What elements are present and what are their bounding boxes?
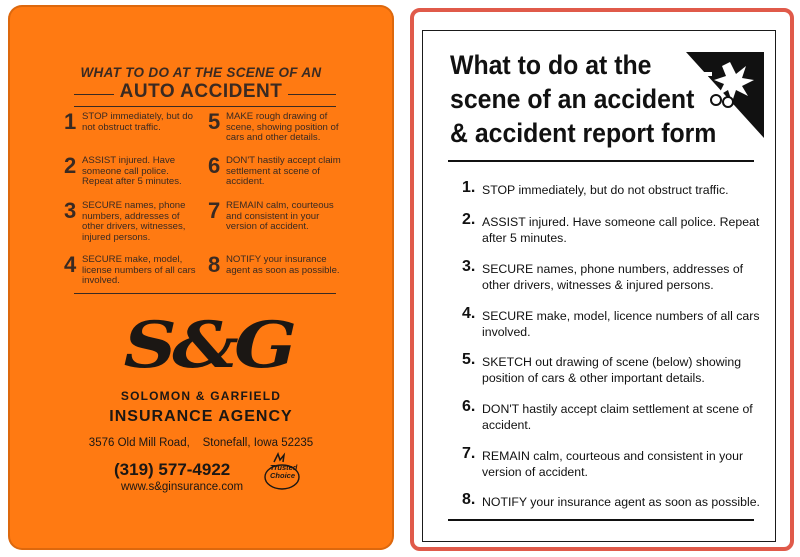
right-title xyxy=(450,48,726,150)
step-number: 3. xyxy=(462,258,476,275)
step-text: DON'T hastily accept claim settlement at scene of accident. xyxy=(482,402,753,432)
step-text: STOP immediately, but do not obstruct traffic. xyxy=(482,183,729,197)
step-text: REMAIN calm, courteous and consistent in your version of accident. xyxy=(226,200,334,232)
sg-logo xyxy=(108,308,308,395)
step-number: 7 xyxy=(208,198,221,223)
step-number: 8. xyxy=(462,491,476,508)
step-text: NOTIFY your insurance agent as soon as possible. xyxy=(482,495,760,509)
step-text: SECURE names, phone numbers, addresses of other drivers, witnesses, injured persons. xyxy=(82,200,186,243)
step-text: MAKE rough drawing of scene, showing position of cars and other details. xyxy=(226,111,339,143)
step-number: 3 xyxy=(64,198,77,223)
step-text: SECURE names, phone numbers, addresses of other drivers, witnesses & injured persons. xyxy=(482,262,744,292)
steps-bottom-divider xyxy=(74,293,336,294)
step-number: 2 xyxy=(64,153,77,178)
step-number: 4. xyxy=(462,305,476,322)
sg-logo-mark: S&G xyxy=(123,308,293,383)
left-card xyxy=(8,5,394,550)
step-text: STOP immediately, but do not obstruct traffic. xyxy=(82,111,193,133)
left-heading-line1: WHAT TO DO AT THE SCENE OF AN xyxy=(80,65,322,80)
step-number: 6 xyxy=(208,153,221,178)
step-text: ASSIST injured. Have someone call police. Repeat after 5 minutes. xyxy=(82,155,182,187)
heading-rule-right xyxy=(288,94,336,95)
step-text: SECURE make, model, license numbers of all cars involved. xyxy=(82,254,196,286)
step-text: REMAIN calm, courteous and consistent in your version of accident. xyxy=(482,449,744,479)
steps-top-divider xyxy=(74,106,336,107)
step-text: SKETCH out drawing of scene (below) showing position of cars & other important details. xyxy=(482,355,742,385)
left-heading-line2: AUTO ACCIDENT xyxy=(119,81,283,102)
right-title-line1: What to do at the xyxy=(450,50,652,80)
step-number: 1. xyxy=(462,179,476,196)
logo-subtitle: SOLOMON & GARFIELD xyxy=(120,389,282,403)
title-divider xyxy=(448,160,754,162)
right-title-line3: & accident report form xyxy=(450,118,717,148)
agency-address: 3576 Old Mill Road, Stonefall, Iowa 52235 xyxy=(88,437,314,449)
step-number: 6. xyxy=(462,398,476,415)
agency-phone: (319) 577-4922 xyxy=(114,460,231,479)
step-text: NOTIFY your insurance agent as soon as possible. xyxy=(226,254,340,276)
step-text: ASSIST injured. Have someone call police. Repeat after 5 minutes. xyxy=(482,215,760,245)
collision-illustration-icon xyxy=(686,52,764,138)
agency-name: INSURANCE AGENCY xyxy=(109,408,293,425)
agency-website: www.s&ginsurance.com xyxy=(121,481,244,493)
step-number: 8 xyxy=(208,252,221,277)
step-text: SECURE make, model, licence numbers of all cars involved. xyxy=(482,309,760,339)
step-number: 7. xyxy=(462,445,476,462)
steps-bottom-divider xyxy=(448,519,754,521)
right-card xyxy=(410,8,794,551)
step-text: DON'T hastily accept claim settlement at scene of accident. xyxy=(226,155,341,187)
trusted-choice-badge xyxy=(260,452,304,492)
trusted-choice-label: Trusted Choice xyxy=(270,463,298,480)
step-number: 5 xyxy=(208,109,221,134)
step-number: 5. xyxy=(462,351,476,368)
step-number: 4 xyxy=(64,252,77,277)
right-title-line2: scene of an accident xyxy=(450,84,695,114)
step-number: 2. xyxy=(462,211,476,228)
step-number: 1 xyxy=(64,109,77,134)
